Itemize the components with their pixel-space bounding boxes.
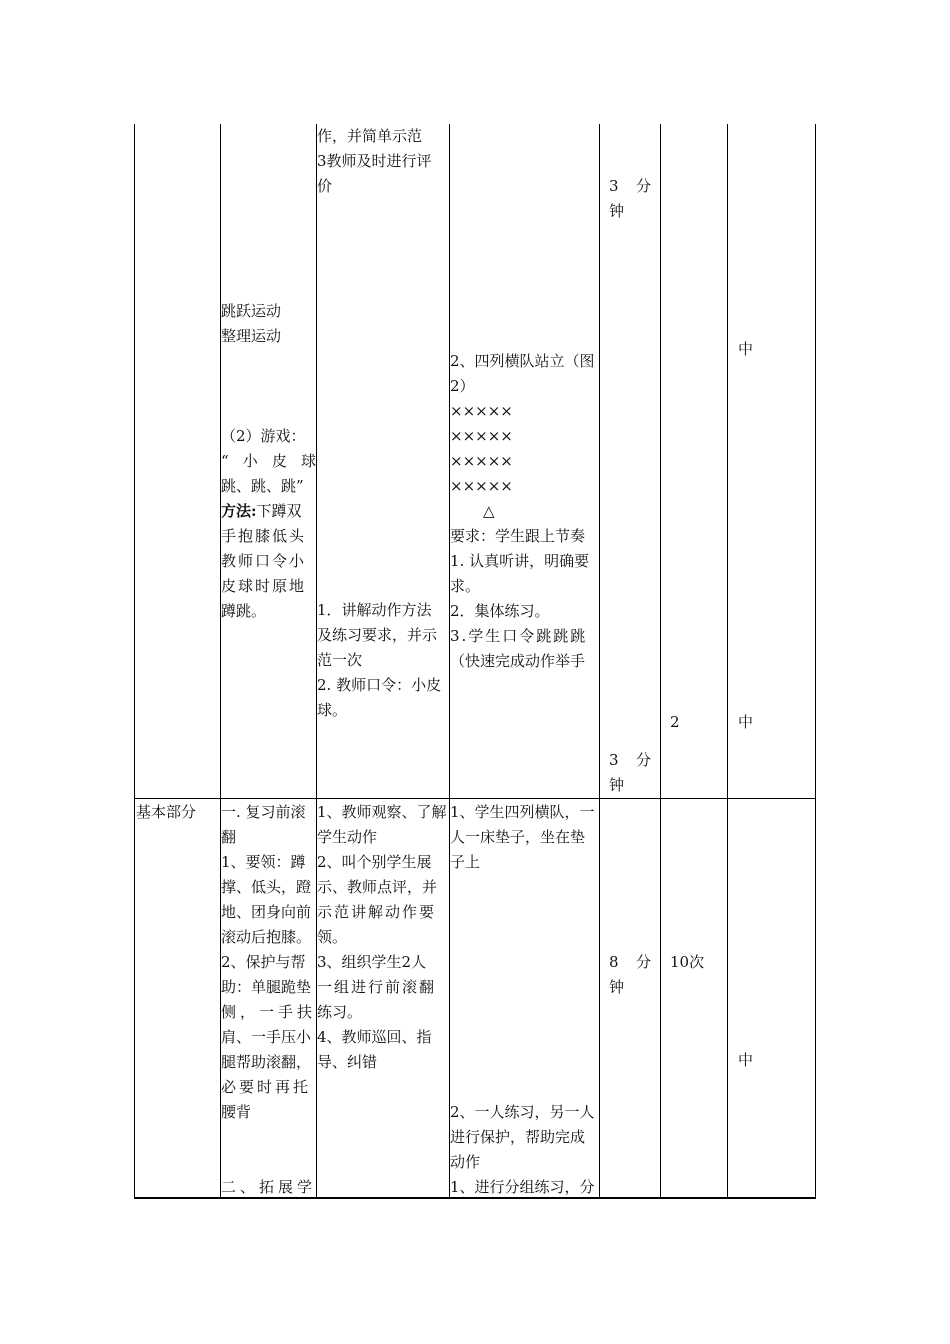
text-line: 球。 (317, 701, 348, 719)
text-line: （快速完成动作举手 (450, 652, 586, 670)
text-line: 皮球时原地 (221, 577, 307, 595)
text-line: 2、一人练习，另一人 (450, 1103, 595, 1121)
text-line: 价 (317, 177, 333, 195)
text-fragment: 分 (635, 953, 651, 971)
text-line: （2）游戏： (221, 427, 306, 445)
text-line: 示范讲解动作要 (317, 903, 437, 921)
formation-row: ××××× (450, 477, 513, 495)
text-line: 一. 复习前滚 (221, 803, 306, 821)
text-line: 领。 (317, 928, 348, 946)
text-line: 人一床垫子，坐在垫 (450, 828, 586, 846)
time-value (609, 950, 651, 975)
row-divider (134, 798, 816, 799)
text-line: 导、纠错 (317, 1053, 378, 1071)
text-line: 练习。 (317, 1003, 363, 1021)
text-line: 2．集体练习。 (450, 602, 550, 620)
text-line: 2） (450, 377, 475, 395)
text-fragment: 3 (609, 751, 619, 769)
text-line: 必要时再托 (221, 1078, 312, 1096)
time-value (609, 174, 651, 199)
text-line: 1、学生四列横队，一 (450, 803, 595, 821)
text-fragment: 分 (635, 177, 651, 195)
count-value: 10次 (670, 953, 705, 971)
text-line: 滚动后抱膝。 (221, 928, 312, 946)
text-line: 进行保护，帮助完成 (450, 1128, 586, 1146)
text-fragment: 分 (635, 751, 651, 769)
time-unit: 钟 (609, 202, 625, 220)
formation-row: ××××× (450, 427, 513, 445)
text-fragment: 小 (242, 452, 258, 470)
text-line: 2. 教师口令：小皮 (317, 676, 442, 694)
column-divider-6 (727, 124, 728, 1199)
text-line: 3、组织学生2人 (317, 953, 427, 971)
text-line: 及练习要求，并示 (317, 626, 438, 644)
text-line: 1、要领：蹲 (221, 853, 306, 871)
text-line: 动作 (450, 1153, 481, 1171)
section-label: 基本部分 (136, 803, 197, 821)
text-line: 撑、低头，蹬 (221, 878, 312, 896)
text-line: 学生动作 (317, 828, 378, 846)
table-border-right (815, 124, 816, 1199)
text-line: 教师口令小 (221, 552, 307, 570)
intensity-value: 中 (738, 1051, 754, 1069)
text-line: 示、教师点评，并 (317, 878, 438, 896)
text-line: 2、叫个别学生展 (317, 853, 432, 871)
text-line: 二、拓展学 (221, 1178, 317, 1196)
formation-row: ××××× (450, 452, 513, 470)
text-line: 1、教师观察、了解 (317, 803, 447, 821)
text-line: 子上 (450, 853, 481, 871)
text-fragment: 3 (609, 177, 619, 195)
teacher-triangle: △ (483, 502, 495, 520)
count-value: 2 (670, 713, 680, 731)
text-line: 4、教师巡回、指 (317, 1028, 432, 1046)
text-fragment: 球 (300, 452, 316, 470)
text-line: 范一次 (317, 651, 363, 669)
column-divider-4 (599, 124, 600, 1199)
text-line: 侧，一手扶 (221, 1003, 317, 1021)
text-line: 翻 (221, 828, 237, 846)
game-name-line (221, 449, 316, 474)
text-line: 地、团身向前 (221, 903, 312, 921)
text-line: 1、进行分组练习，分 (450, 1178, 595, 1196)
time-unit: 钟 (609, 776, 625, 794)
text-line: 3教师及时进行评 (317, 152, 432, 170)
text-line: 跳跃运动 (221, 302, 282, 320)
method-label: 方法: (221, 502, 257, 520)
text-line: 1．讲解动作方法 (317, 601, 432, 619)
text-line: 跳、跳、跳” (221, 477, 304, 495)
text-fragment: 皮 (271, 452, 287, 470)
text-line: 一组进行前滚翻 (317, 978, 437, 996)
text-line: 整理运动 (221, 327, 282, 345)
time-unit: 钟 (609, 978, 625, 996)
text-line: 手抱膝低头 (221, 527, 307, 545)
text-line: 助：单腿跪垫 (221, 978, 312, 996)
text-line: 2、保护与帮 (221, 953, 306, 971)
text-line: 求。 (450, 577, 481, 595)
text-line: 腰背 (221, 1103, 252, 1121)
text-line: 3.学生口令跳跳跳 (450, 627, 588, 645)
method-line (221, 499, 302, 524)
table-border-left (134, 124, 135, 1199)
text-line: 1. 认真听讲，明确要 (450, 552, 590, 570)
text-fragment: “ (221, 452, 229, 470)
intensity-value: 中 (738, 340, 754, 358)
text-line: 要求：学生跟上节奏 (450, 527, 586, 545)
text-line: 蹲跳。 (221, 602, 267, 620)
column-divider-5 (660, 124, 661, 1199)
text-fragment: 8 (609, 953, 619, 971)
text-line: 作，并简单示范 (317, 127, 423, 145)
text-line: 肩、一手压小 (221, 1028, 312, 1046)
intensity-value: 中 (738, 713, 754, 731)
text-fragment: 下蹲双 (256, 502, 302, 520)
text-line: 腿帮助滚翻， (221, 1053, 312, 1071)
time-value (609, 748, 651, 773)
formation-row: ××××× (450, 402, 513, 420)
text-line: 2、四列横队站立（图 (450, 352, 595, 370)
